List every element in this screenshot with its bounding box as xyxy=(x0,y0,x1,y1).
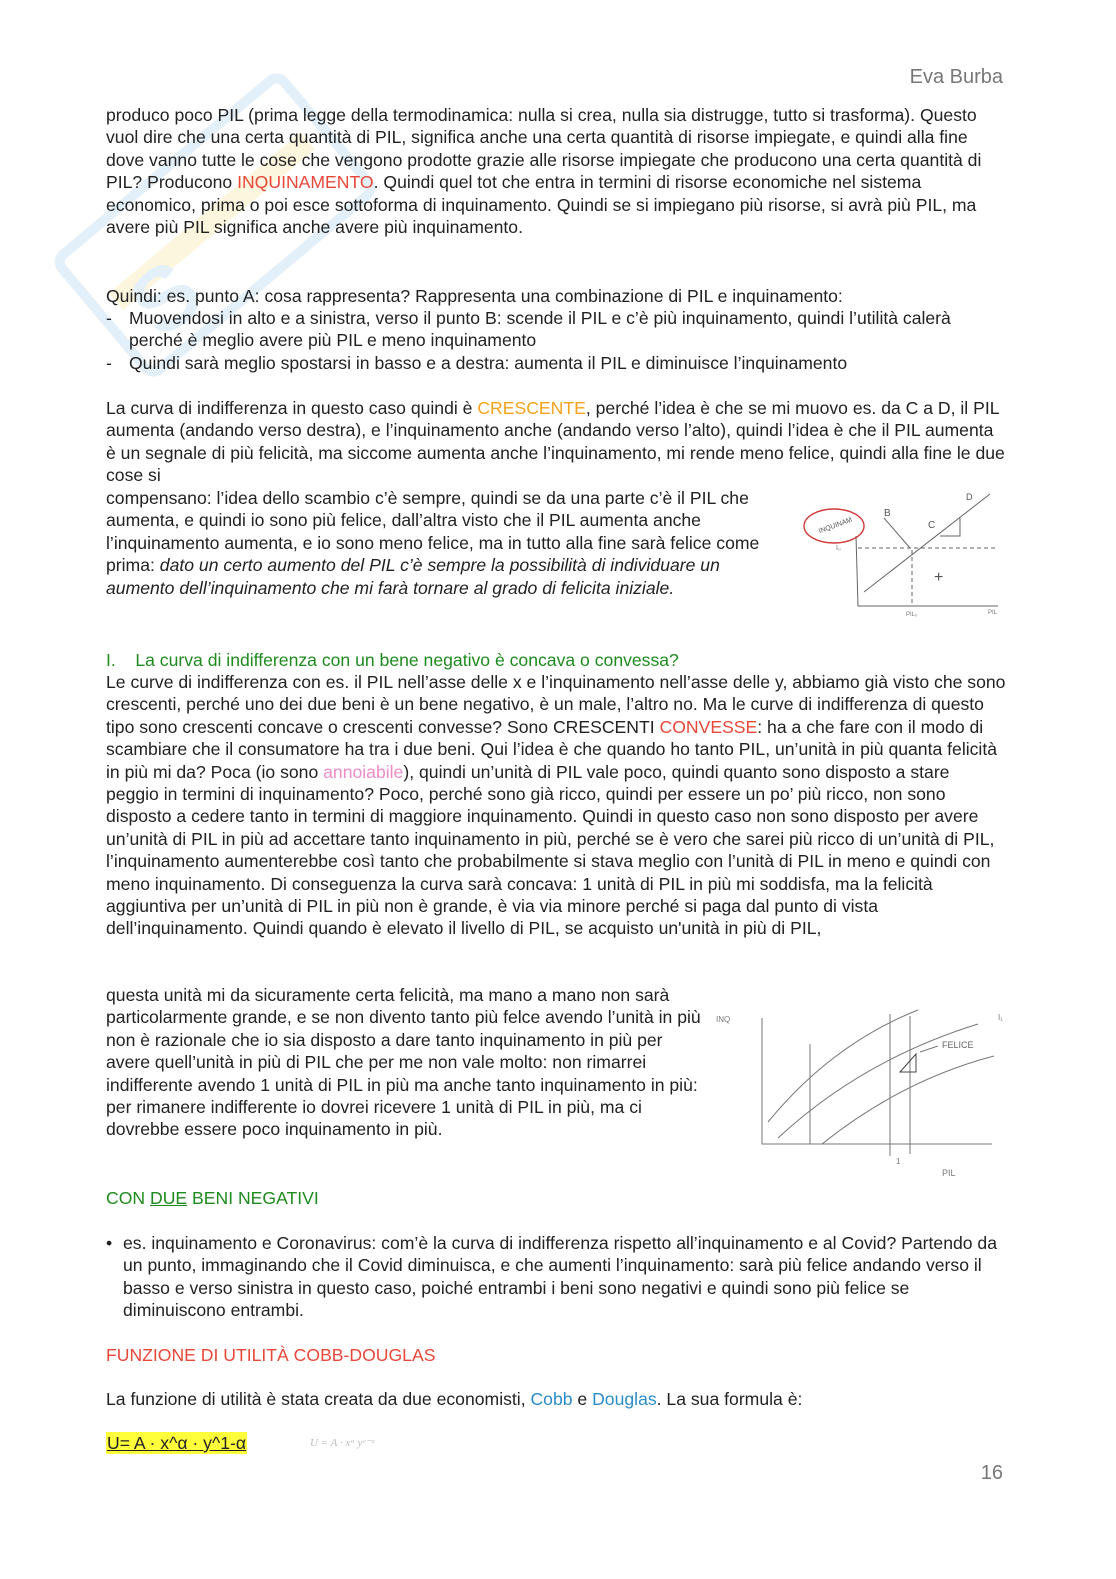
list-item: - Muovendosi in alto e a sinistra, verso il punto B: scende il PIL e c’è più inquinamento, quindi l’utilità calerà perché è meglio avere più PIL e meno inquinamento xyxy=(106,307,1006,352)
sketch-pointer xyxy=(920,1046,938,1052)
paragraph-text: compensano: l’idea dello scambio c’è sempre, quindi se da una parte c’è il PIL che aumenta, e quindi io sono più felice, dall’altra visto che il PIL aumenta anche l’inquinamento aumenta, e io sono meno felice, ma in tutto alla fine sarà felice come prima: xyxy=(106,488,760,576)
paragraph-text: . Quindi quel tot che entra in termini di risorse economiche nel sistema economico, prima o poi esce sottoforma di inquinamento. Quindi se si impiegano più risorse, si avrà più PIL, ma avere più PIL significa anche avere più inquinamento. xyxy=(106,172,977,238)
paragraph-convesse xyxy=(106,671,1006,940)
paragraph-compensano xyxy=(106,487,786,599)
paragraph-text: ), quindi un’unità di PIL vale poco, quindi quanto sono disposto a stare peggio in termini di inquinamento? Poco, perché sono già ricco, quindi per essere un po’ più ricco, non sono disposto a cedere tanto in termini di maggiore inquinamento. Quindi in questo caso non sono disposto per avere un’unità di PIL in più ad accettare tanto inquinamento in più, perché se è vero che sarei più ricco di un’unità di PIL, l’inquinamento aumenterebbe così tanto che probabilmente si stava meglio con l’unità di PIL in meno e quindi con meno inquinamento. Di conseguenza la curva sarà concava: 1 unità di PIL in più mi soddisfa, ma la felicità aggiuntiva per un’unità di PIL in più non è grande, è via via minore perché si paga dal punto di vista dell’inquinamento. Quindi quando è elevato il livello di PIL, se acquisto un'unità in più di PIL, xyxy=(106,761,995,939)
sketch-label-d: D xyxy=(966,492,973,502)
cobb-douglas-formula: U= A · x^α · y^1-α xyxy=(107,1433,247,1453)
paragraph-text: Le curve di indifferenza con es. il PIL nell’asse delle x e l’inquinamento nell’asse delle y, abbiamo già visto che sono crescenti, perché uno dei due beni è un bene negativo, è un male, l’altro no. Ma le curve di indifferenza di questo tipo sono crescenti concave o crescenti convesse? Sono CRESCENTI xyxy=(106,672,1006,737)
section-heading-cobb-douglas: FUNZIONE DI UTILITÀ COBB-DOUGLAS xyxy=(106,1345,436,1365)
section-title: La curva di indifferenza con un bene negativo è concava o convessa? xyxy=(135,650,679,670)
page-number: 16 xyxy=(980,1462,1003,1484)
handwritten-formula-text: U = A · xᵅ yᶜ⁻ᵅ xyxy=(310,1437,376,1449)
sketch-bubble-label: INQUINAM xyxy=(817,516,854,536)
sketch-yaxis-label: INQ xyxy=(716,1015,731,1024)
highlight-convesse: CONVESSE xyxy=(659,716,758,737)
sketch-xaxis-label: PIL xyxy=(988,610,998,616)
paragraph-text: La funzione di utilità è stata creata da due economisti, xyxy=(106,1389,531,1409)
name-douglas: Douglas xyxy=(592,1389,657,1409)
sketch-axes xyxy=(856,536,998,606)
sketch-felice-label: FELICE xyxy=(942,1040,974,1050)
paragraph-felicita: questa unità mi da sicuramente certa felicità, ma mano a mano non sarà particolarmente grande, e se non divento tanto più felce avendo l’unità in più non è razionale che io sia disposto a dare tanto inquinamento in più per avere quell’unità in più di PIL che per me non vale molto: non rimarrei indifferente avendo 1 unità di PIL in più ma anche tanto inquinamento in più: per rimanere indifferente io dovrei ricevere 1 unità di PIL in più, ma ci dovrebbe essere poco inquinamento in più. xyxy=(106,985,701,1140)
sketch-axes xyxy=(762,1018,992,1144)
list-item: - Quindi sarà meglio spostarsi in basso e a destra: aumenta il PIL e diminuisce l’inquinamento xyxy=(106,352,1006,374)
sketch-one-label: 1 xyxy=(896,1157,901,1166)
sketch-label-c: C xyxy=(928,520,936,531)
sketch-curve xyxy=(768,1010,918,1122)
paragraph-pil-inquinamento xyxy=(106,104,1002,238)
sketch-step xyxy=(940,518,960,536)
sketch-corner-label: I₁ xyxy=(998,1013,1003,1022)
section-heading-concava-convessa xyxy=(106,649,679,671)
handwritten-formula xyxy=(308,1424,418,1464)
sketch-plus-sign: + xyxy=(934,569,944,586)
paragraph-cobb-douglas xyxy=(106,1388,802,1410)
italic-conclusion: dato un certo aumento del PIL c’è sempre la possibilità di individuare un aumento dell’inquinamento che mi farà tornare al grado di felicita iniziale. xyxy=(106,555,720,598)
name-cobb: Cobb xyxy=(530,1389,573,1409)
heading-underlined: DUE xyxy=(149,1188,188,1208)
author-header: Eva Burba xyxy=(909,66,1003,88)
paragraph-text: La curva di indifferenza in questo caso quindi è xyxy=(106,398,478,418)
highlight-annoiabile: annoiabile xyxy=(323,761,404,782)
sketch-arrow-b xyxy=(884,518,910,548)
list-item: • es. inquinamento e Coronavirus: com’è la curva di indifferenza rispetto all’inquinamento e al Covid? Partendo da un punto, immaginando che il Covid diminuisca, e che aumenti l’inquinamento: sarà più felice andando verso il basso e verso sinistra in questo caso, poiché entrambi i beni sono negativi e quindi sono più felice se diminuiscono entrambi. xyxy=(106,1232,1006,1322)
heading-text: CON xyxy=(106,1188,150,1208)
heading-text: BENI NEGATIVI xyxy=(187,1188,319,1208)
section-heading-due-beni xyxy=(106,1187,319,1209)
bullet-list xyxy=(106,1232,1006,1322)
highlight-crescente: CRESCENTE xyxy=(477,398,586,418)
sketch-label-b: B xyxy=(884,508,891,519)
dash-list xyxy=(106,307,1006,374)
svg-text:S: S xyxy=(110,241,222,357)
paragraph-text: e xyxy=(572,1389,593,1409)
paragraph-punto-a: Quindi: es. punto A: cosa rappresenta? Rappresenta una combinazione di PIL e inquinamento: xyxy=(106,286,843,306)
paragraph-text: . La sua formula è: xyxy=(656,1389,803,1409)
convex-curves-sketch xyxy=(712,1004,1010,1182)
sketch-curve xyxy=(822,1056,994,1144)
sketch-x0-label: PIL₀ xyxy=(906,612,918,618)
highlight-inquinamento: INQUINAMENTO xyxy=(237,172,374,193)
indifference-curve-sketch xyxy=(798,488,1010,618)
paragraph-text: produco poco PIL (prima legge della termodinamica: nulla si crea, nulla sia distrugge, tutto si trasforma). Questo vuol dire che una certa quantità di PIL, significa anche una certa quantità di risorse impiegate, e quindi alla fine dove vanno tutte le cose che vengono prodotte grazie alle risorse impiegate che producono una certa quantità di PIL? Producono xyxy=(106,105,982,193)
sketch-y0-label: I₀ xyxy=(836,545,841,552)
sketch-triangle xyxy=(900,1054,916,1072)
paragraph-text: : ha a che fare con il modo di scambiare che il consumatore ha tra i due beni. Qui l’idea è che quando ho tanto PIL, un’unità in più quanta felicità in più mi da? Poca (io sono xyxy=(106,716,998,782)
section-number: I. xyxy=(106,650,116,670)
sketch-xaxis-label: PIL xyxy=(942,1168,956,1178)
paragraph-text: , perché l’idea è che se mi muovo es. da C a D, il PIL aumenta (andando verso destra), e l’inquinamento anche (andando verso l’alto), quindi l’idea è che il PIL aumenta è un segnale di più felicità, ma siccome aumenta anche l’inquinamento, mi rende meno felice, quindi alla fine le due cose si xyxy=(106,398,1005,486)
sketch-curve xyxy=(864,494,990,592)
paragraph-crescente xyxy=(106,397,1006,487)
